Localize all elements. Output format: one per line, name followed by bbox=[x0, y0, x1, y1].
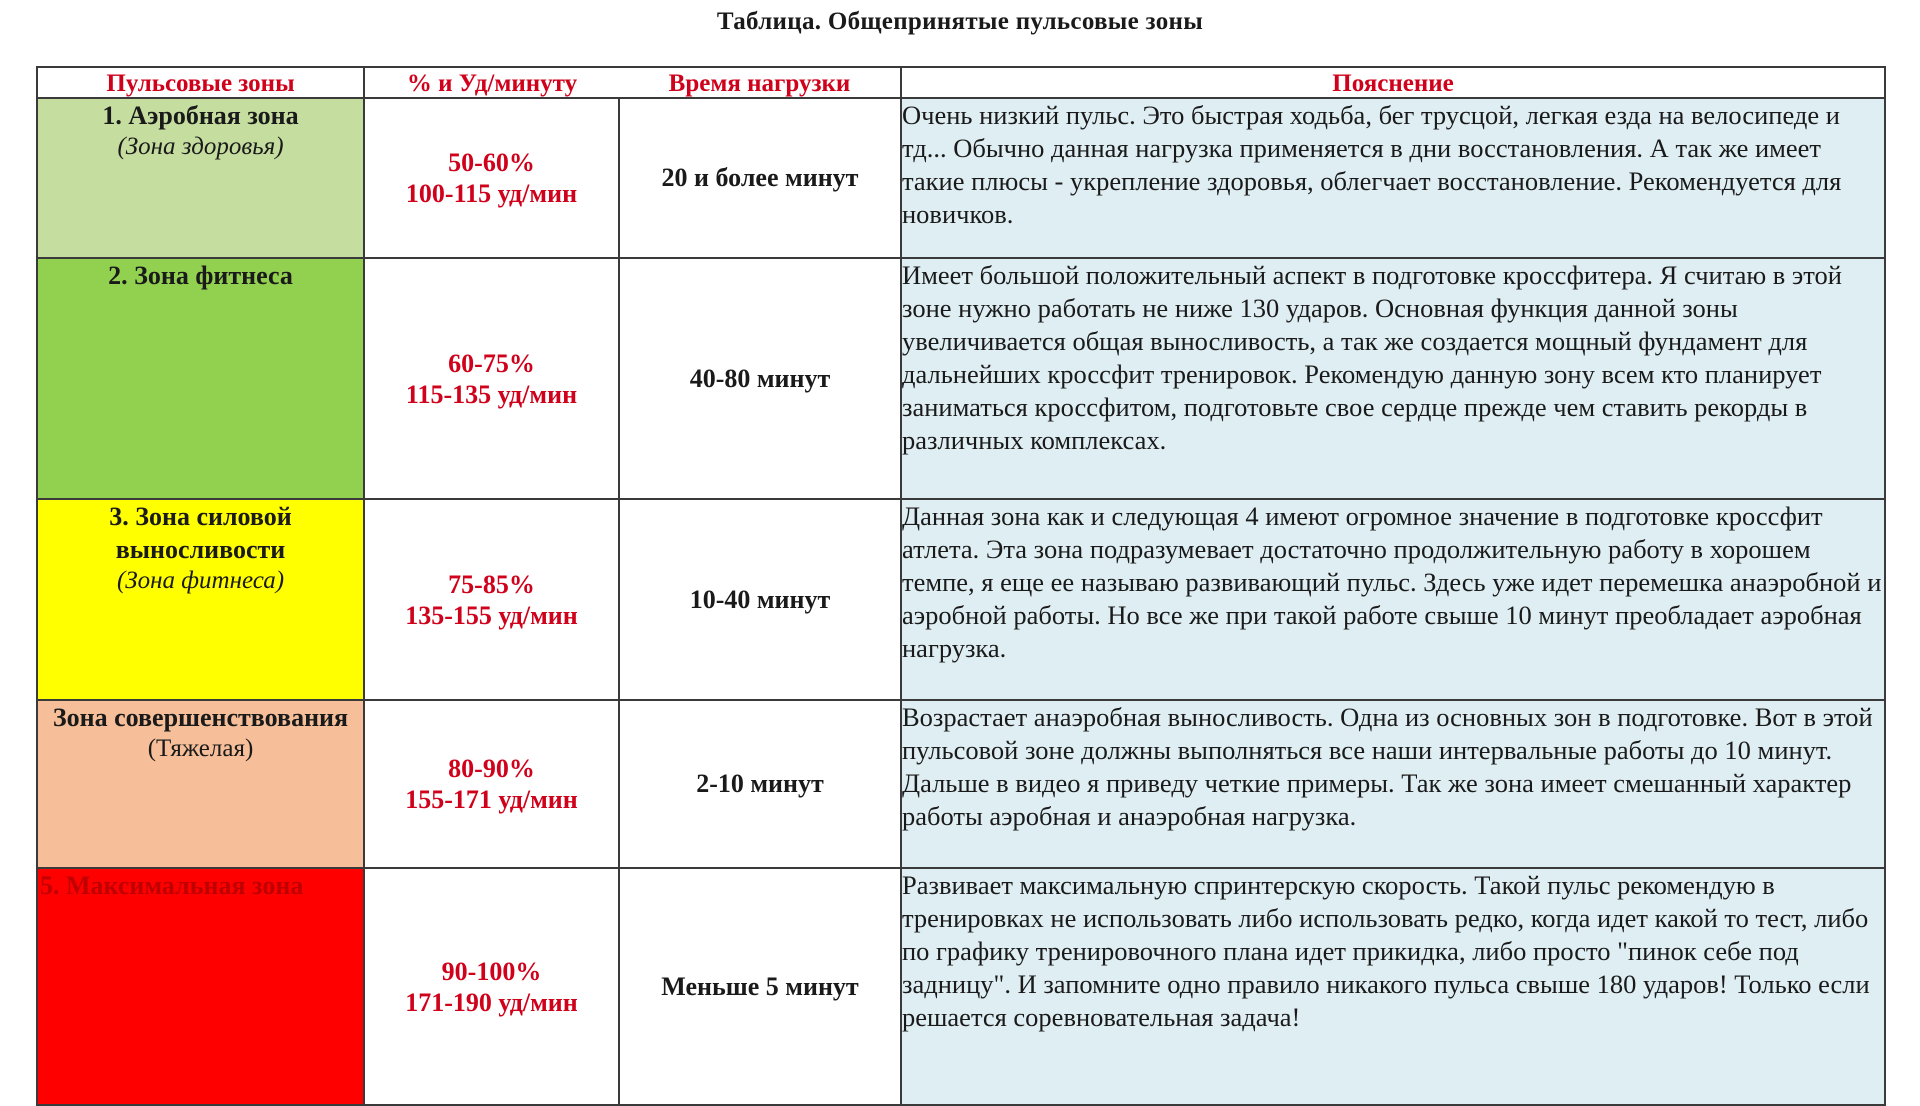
note-cell bbox=[901, 258, 1885, 499]
percent-cell bbox=[364, 499, 619, 700]
note-cell bbox=[901, 98, 1885, 258]
time-cell bbox=[619, 868, 901, 1105]
bpm-value: 115-135 уд/мин bbox=[405, 379, 578, 409]
percent-value: 75-85% bbox=[448, 569, 535, 599]
zone-subtitle: (Зона фитнеса) bbox=[116, 567, 285, 594]
percent-cell bbox=[364, 98, 619, 258]
header-zone: Пульсовые зоны bbox=[37, 67, 364, 98]
zone-name: 5. Максимальная зона bbox=[40, 871, 304, 900]
time-value: 20 и более минут bbox=[661, 163, 859, 192]
percent-value: 50-60% bbox=[448, 148, 535, 177]
time-value: 40-80 минут bbox=[689, 363, 831, 393]
zone-cell bbox=[37, 499, 364, 700]
header-time: Время нагрузки bbox=[619, 67, 901, 98]
zone-subtitle: (Зона здоровья) bbox=[117, 133, 284, 160]
note-text: Развивает максимальную спринтерскую скорость. Такой пульс рекомендую в тренировках не использовать либо использовать редко, когда идет какой то тест, либо по графику тренировочного плана идет прикидка, либо просто "пинок себе под задницу". И запомните одно правило никакого пульса свыше 180 ударов! Только если решается соревновательная задача! bbox=[902, 870, 1870, 1032]
note-text: Возрастает анаэробная выносливость. Одна из основных зон в подготовке. Вот в этой пульсовой зоне должны выполняться все наши интервальные работы до 10 минут. Дальше в видео я приведу четкие примеры. Так же зона имеет смешанный характер работы аэробная и анаэробная нагрузка. bbox=[902, 702, 1873, 831]
bpm-value: 155-171 уд/мин bbox=[405, 785, 578, 814]
note-cell bbox=[901, 868, 1885, 1105]
header-note: Пояснение bbox=[901, 67, 1885, 98]
time-cell bbox=[619, 700, 901, 868]
percent-cell bbox=[364, 258, 619, 499]
bpm-value: 171-190 уд/мин bbox=[405, 987, 578, 1017]
table-row-zone-5 bbox=[37, 868, 1885, 1105]
percent-value: 90-100% bbox=[441, 956, 542, 986]
note-cell bbox=[901, 499, 1885, 700]
note-text: Очень низкий пульс. Это быстрая ходьба, бег трусцой, легкая езда на велосипеде и тд... Обычно данная нагрузка применяется в дни восстановления. А так же имеет такие плюсы - укрепление здоровья, облегчает восстановление. Рекомендуется для новичков. bbox=[902, 100, 1842, 229]
table-header-row bbox=[37, 67, 1885, 98]
note-cell bbox=[901, 700, 1885, 868]
percent-value: 60-75% bbox=[448, 348, 535, 378]
time-cell bbox=[619, 98, 901, 258]
table-row-zone-4 bbox=[37, 700, 1885, 868]
note-text: Данная зона как и следующая 4 имеют огромное значение в подготовке кроссфит атлета. Эта зона подразумевает достаточно продолжительную работу в хорошем темпе, я еще ее называю развивающий пульс. Здесь уже идет перемешка анаэробной и аэробной работы. Но все же при такой работе свыше 10 минут преобладает аэробная нагрузка. bbox=[902, 501, 1882, 663]
note-text: Имеет большой положительный аспект в подготовке кроссфитера. Я считаю в этой зоне нужно работать не ниже 130 ударов. Основная функция данной зоны увеличивается общая выносливость, а так же создается мощный фундамент для дальнейших кроссфит тренировок. Рекомендую данную зону всем кто планирует заниматься кроссфитом, подготовьте свое сердце прежде чем ставить рекорды в различных комплексах. bbox=[902, 260, 1842, 455]
page-title: Таблица. Общепринятые пульсовые зоны bbox=[716, 8, 1204, 35]
heart-rate-zones-table bbox=[36, 66, 1886, 1106]
zone-cell bbox=[37, 98, 364, 258]
time-cell bbox=[619, 258, 901, 499]
table-row-zone-2 bbox=[37, 258, 1885, 499]
zone-name: 3. Зона силовой выносливости bbox=[109, 502, 292, 564]
table-row-zone-1 bbox=[37, 98, 1885, 258]
bpm-value: 135-155 уд/мин bbox=[405, 600, 578, 630]
zone-name: 2. Зона фитнеса bbox=[108, 261, 293, 290]
zone-subtitle: (Тяжелая) bbox=[147, 735, 254, 762]
zone-cell bbox=[37, 868, 364, 1105]
zone-cell bbox=[37, 258, 364, 499]
time-value: 10-40 минут bbox=[689, 584, 831, 614]
zone-name: Зона совершенствования bbox=[52, 703, 349, 732]
percent-value: 80-90% bbox=[448, 754, 535, 783]
time-value: Меньше 5 минут bbox=[661, 971, 859, 1001]
zone-name: 1. Аэробная зона bbox=[102, 101, 299, 130]
header-percent: % и Уд/минуту bbox=[364, 67, 619, 98]
zone-cell bbox=[37, 700, 364, 868]
bpm-value: 100-115 уд/мин bbox=[405, 179, 578, 208]
time-cell bbox=[619, 499, 901, 700]
time-value: 2-10 минут bbox=[696, 769, 824, 798]
percent-cell bbox=[364, 700, 619, 868]
table-row-zone-3 bbox=[37, 499, 1885, 700]
percent-cell bbox=[364, 868, 619, 1105]
